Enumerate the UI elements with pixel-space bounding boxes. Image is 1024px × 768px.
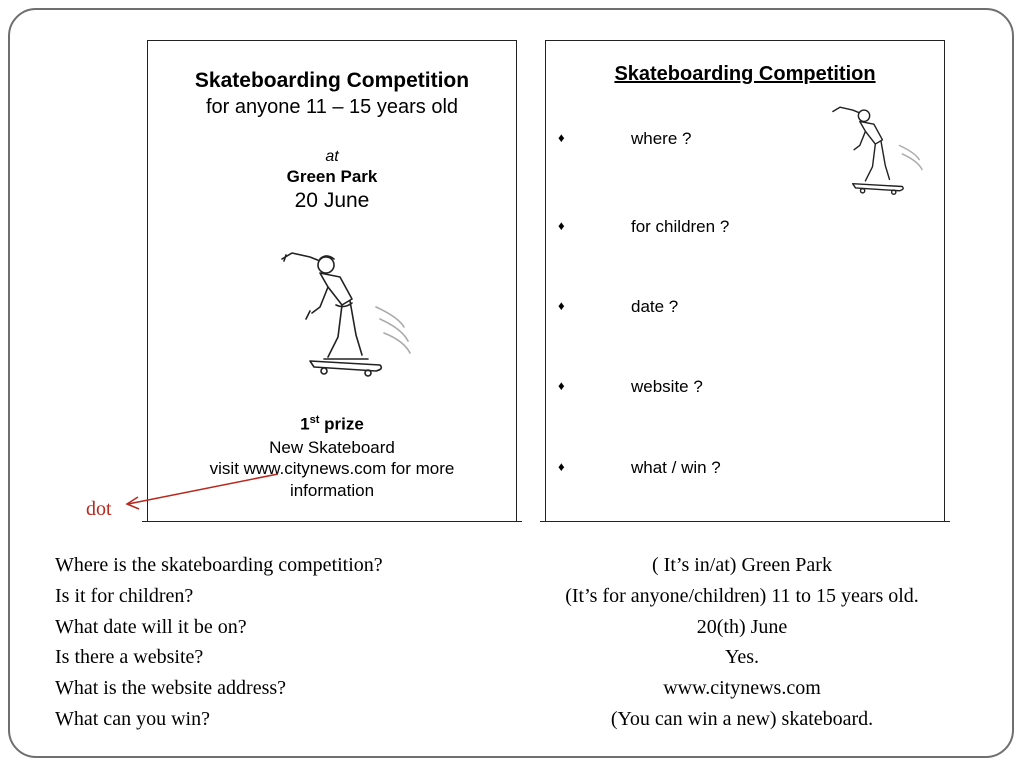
question-prompt: website ? [631,377,703,396]
answer-text: (You can win a new) skateboard. [610,708,874,730]
answer-text: 20(th) June [696,616,788,638]
question-text: What can you win? [55,708,210,730]
dot-annotation-label: dot [86,498,112,520]
right-poster-title: Skateboarding Competition [614,63,876,85]
question-text: What date will it be on? [55,616,247,638]
answer-text: ( It’s in/at) Green Park [652,554,832,576]
diamond-bullet-icon: ♦ [558,459,565,474]
diamond-bullet-icon: ♦ [558,130,565,145]
answer-text: www.citynews.com [663,677,821,699]
left-poster-title: Skateboarding Competition [194,69,470,92]
answer-text: Yes. [724,646,760,668]
left-poster-prize: 1st prize [300,414,364,434]
left-poster-prize-item: New Skateboard [269,438,395,457]
question-text: Is it for children? [55,585,194,607]
diamond-bullet-icon: ♦ [558,218,565,233]
question-prompt: where ? [631,129,692,148]
left-poster-at: at [325,148,339,165]
question-prompt: for children ? [631,217,730,236]
question-text: Is there a website? [55,646,204,668]
diamond-bullet-icon: ♦ [558,378,565,393]
left-poster-date: 20 June [294,189,370,212]
question-text: Where is the skateboarding competition? [55,554,383,576]
left-poster-visit: visit www.citynews.com for more [209,459,455,478]
left-poster-info: information [289,481,375,500]
answer-text: (It’s for anyone/children) 11 to 15 years old. [565,585,919,607]
question-text: What is the website address? [55,677,287,699]
diamond-bullet-icon: ♦ [558,298,565,313]
left-poster-subtitle: for anyone 11 – 15 years old [205,96,459,118]
left-poster-place: Green Park [286,167,378,186]
question-prompt: what / win ? [631,458,721,477]
question-prompt: date ? [631,297,679,316]
